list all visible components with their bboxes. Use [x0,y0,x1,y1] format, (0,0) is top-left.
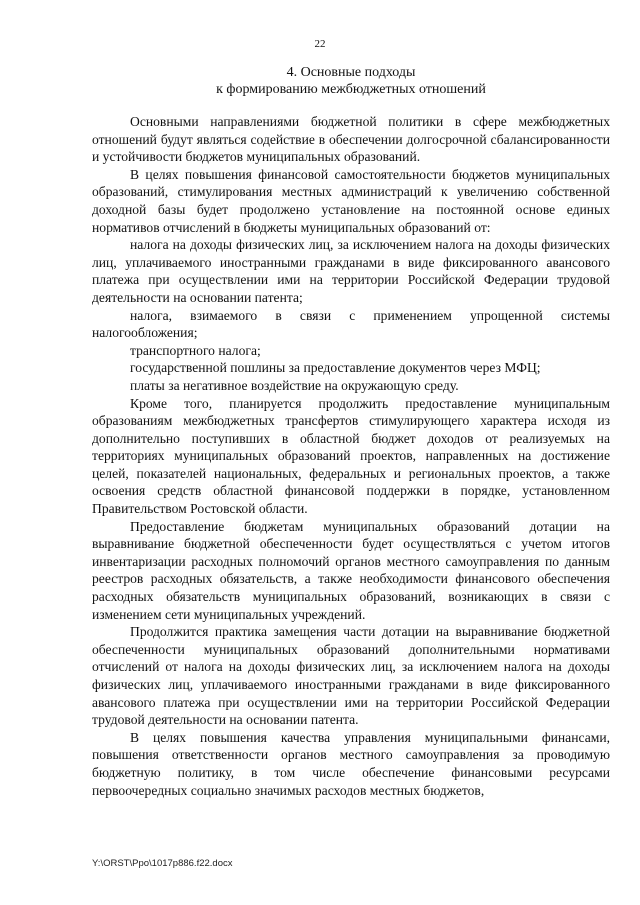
page-number: 22 [314,38,326,50]
paragraph: Основными направлениями бюджетной политики в сфере межбюджетных отношений будут являться содействие в обеспечении долгосрочной сбалансированности и устойчивости бюджетов муниципальных образований. [92,114,610,165]
list-item: платы за негативное воздействие на окружающую среду. [130,377,459,393]
body-text [92,113,610,799]
paragraph: Кроме того, планируется продолжить предоставление муниципальным образованиям межбюджетных трансфертов стимулирующего характера исходя из дополнительно поступивших в областной бюджет доходов от реализуемых на территориях муниципальных образований проектов, направленных на достижение целей, показателей национальных, федеральных и региональных проектов, а также освоения средств областной финансовой поддержки в порядке, установленном Правительством Ростовской области. [92,395,610,517]
section-heading-line-1: 4. Основные подходы [286,65,416,80]
list-item: государственной пошлины за предоставление документов через МФЦ; [130,360,541,376]
paragraph: В целях повышения качества управления муниципальными финансами, повышения ответственности органов местного самоуправления за проводимую бюджетную политику, в том числе обеспечение финансовыми ресурсами первоочередных социально значимых расходов местных бюджетов, [92,729,610,798]
list-item: налога, взимаемого в связи с применением упрощенной системы налогообложения; [92,307,610,341]
list-item: транспортного налога; [130,342,261,358]
paragraph: Предоставление бюджетам муниципальных образований дотации на выравнивание бюджетной обеспеченности будет осуществляться с учетом итогов инвентаризации расходных полномочий органов местного самоуправления по данным реестров расходных обязательств, а также необходимости финансового обеспечения расходных обязательств муниципальных образований, возникающих в связи с изменением сети муниципальных учреждений. [92,518,610,622]
paragraph: Продолжится практика замещения части дотации на выравнивание бюджетной обеспеченности муниципальных образований дополнительными нормативами отчислений от налога на доходы физических лиц, за исключением налога на доходы физических лиц, уплачиваемого иностранными гражданами в виде фиксированного авансового платежа при осуществлении ими на территории Российской Федерации трудовой деятельности на основании патента. [92,624,610,728]
list-item: налога на доходы физических лиц, за исключением налога на доходы физических лиц, уплачиваемого иностранными гражданами в виде фиксированного авансового платежа при осуществлении ими на территории Российской Федерации трудовой деятельности на основании патента; [92,237,610,305]
section-heading-line-2: к формированию межбюджетных отношений [216,82,486,97]
file-path-footer: Y:\ORST\Ppo\1017p886.f22.docx [92,858,233,869]
section-heading [92,64,610,98]
paragraph: В целях повышения финансовой самостоятельности бюджетов муниципальных образований, стимулирования местных администраций к увеличению собственной доходной базы будет продолжено установление на постоянной основе единых нормативов отчислений в бюджеты муниципальных образований от: [92,166,610,235]
